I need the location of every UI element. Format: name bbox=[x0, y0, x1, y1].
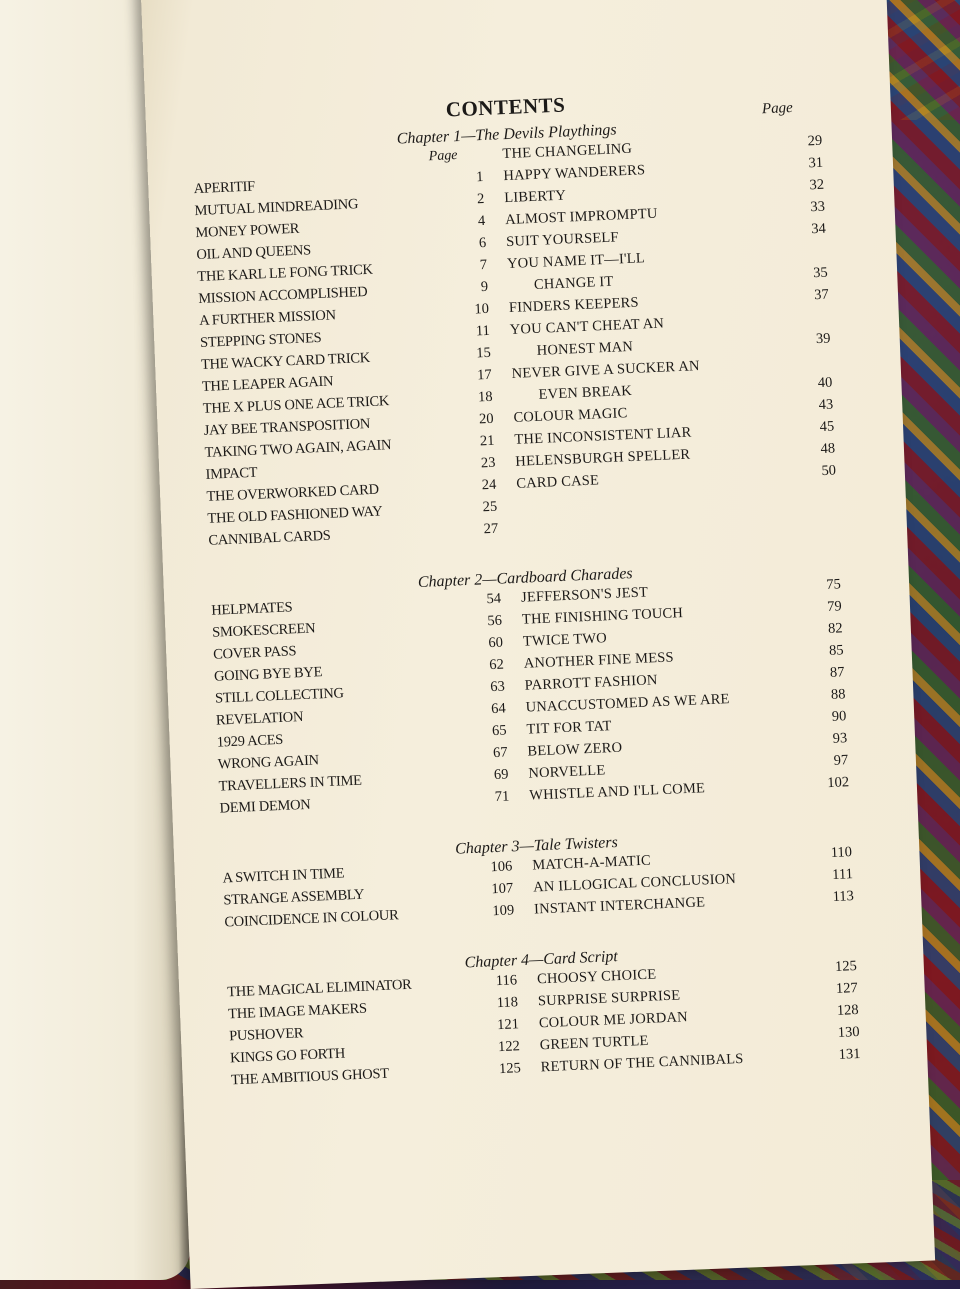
chapter-entries bbox=[192, 133, 838, 555]
entry-title: KINGS GO FORTH bbox=[229, 1045, 346, 1067]
entry-page-number: 32 bbox=[809, 176, 825, 194]
entry-page-number: 21 bbox=[479, 432, 495, 450]
entry-title: THE CHANGELING bbox=[502, 140, 633, 163]
entry-page-number: 79 bbox=[826, 598, 843, 615]
entry-title: YOU CAN'T CHEAT AN bbox=[509, 315, 665, 338]
entry-page-number: 34 bbox=[811, 220, 827, 238]
entry-title: NEVER GIVE A SUCKER AN bbox=[511, 358, 700, 382]
right-column bbox=[537, 958, 861, 1081]
entry-page-number: 87 bbox=[829, 664, 845, 681]
entry-title: JAY BEE TRANSPOSITION bbox=[203, 415, 371, 439]
entry-title: REVELATION bbox=[215, 709, 304, 729]
entry-page-number bbox=[787, 255, 827, 257]
entry-title: LIBERTY bbox=[503, 187, 567, 207]
entry-title: INSTANT INTERCHANGE bbox=[533, 894, 706, 918]
entry-title: A FURTHER MISSION bbox=[198, 307, 337, 329]
entry-title: MONEY POWER bbox=[195, 220, 300, 242]
entry-page-number: 10 bbox=[474, 300, 490, 318]
entry-page-number: 17 bbox=[476, 366, 493, 384]
entry-page-number: 113 bbox=[832, 888, 855, 905]
entry-page-number: 69 bbox=[493, 766, 509, 784]
left-column bbox=[192, 147, 508, 555]
entry-title: GREEN TURTLE bbox=[539, 1032, 649, 1054]
entry-page-number: 130 bbox=[837, 1023, 860, 1041]
entry-title: SUIT YOURSELF bbox=[505, 229, 619, 251]
entry-page-number: 64 bbox=[490, 700, 507, 718]
entry-page-number: 23 bbox=[480, 454, 496, 472]
entry-page-number: 106 bbox=[490, 858, 513, 876]
page-title: CONTENTS bbox=[445, 92, 566, 122]
contents-page bbox=[190, 82, 865, 1187]
entry-title: ALMOST IMPROMPTU bbox=[504, 205, 658, 229]
entry-title: THE X PLUS ONE ACE TRICK bbox=[202, 393, 390, 417]
entry-title: THE OLD FASHIONED WAY bbox=[207, 503, 383, 527]
entry-page-number: 62 bbox=[489, 656, 505, 674]
left-column bbox=[211, 590, 520, 822]
entry-page-number bbox=[790, 321, 830, 323]
entry-title: COVER PASS bbox=[212, 643, 297, 663]
entry-page-number: 128 bbox=[836, 1002, 859, 1019]
entry-title: TWICE TWO bbox=[522, 630, 608, 650]
entry-title: THE INCONSISTENT LIAR bbox=[514, 424, 692, 448]
entry-page-number: 88 bbox=[830, 686, 846, 703]
entry-page-number: 33 bbox=[810, 198, 826, 216]
entry-page-number: 131 bbox=[838, 1045, 861, 1063]
entry-title: YOU NAME IT—I'LL bbox=[506, 250, 646, 273]
entry-page-number: 35 bbox=[812, 264, 829, 282]
entry-title: TRAVELLERS IN TIME bbox=[218, 772, 363, 795]
entry-title: STRANGE ASSEMBLY bbox=[223, 886, 365, 909]
entry-title: ANOTHER FINE MESS bbox=[523, 649, 675, 672]
right-column bbox=[521, 576, 850, 809]
entry-title: PUSHOVER bbox=[228, 1025, 304, 1045]
entry-title: THE KARL LE FONG TRICK bbox=[197, 261, 373, 286]
entry-page-number: 37 bbox=[813, 286, 829, 304]
entry-title: THE LEAPER AGAIN bbox=[201, 373, 334, 395]
entry-title: BELOW ZERO bbox=[527, 739, 623, 760]
entry-page-number: 2 bbox=[476, 190, 485, 208]
entry-title: IMPACT bbox=[205, 464, 258, 483]
entry-page-number: 56 bbox=[487, 612, 503, 630]
entry-page-number: 27 bbox=[483, 520, 499, 538]
entry-title: STEPPING STONES bbox=[199, 329, 322, 351]
entry-page-number: 20 bbox=[478, 410, 494, 428]
entry-page-number: 29 bbox=[807, 132, 823, 150]
entry-page-number: 25 bbox=[482, 498, 498, 516]
entry-title: A SWITCH IN TIME bbox=[222, 865, 345, 887]
chapter-heading: Chapter 2—Cardboard Charades bbox=[417, 565, 633, 592]
entry-title: JEFFERSON'S JEST bbox=[520, 584, 649, 606]
entry-title: APERITIF bbox=[193, 178, 256, 198]
right-column bbox=[502, 133, 838, 542]
entry-title: RETURN OF THE CANNIBALS bbox=[540, 1050, 744, 1076]
entry-page-number: 97 bbox=[833, 752, 849, 769]
page-column-heading: Page bbox=[761, 99, 794, 118]
entry-page-number: 85 bbox=[828, 642, 844, 659]
entry-page-number: 4 bbox=[477, 212, 486, 230]
entry-page-number: 31 bbox=[808, 154, 824, 172]
entry-page-number: 107 bbox=[491, 880, 514, 898]
left-column bbox=[222, 858, 525, 937]
entry-title: UNACCUSTOMED AS WE ARE bbox=[525, 691, 730, 716]
entry-title: THE MAGICAL ELIMINATOR bbox=[227, 976, 412, 1001]
entry-page-number: 63 bbox=[489, 678, 506, 696]
entry-page-number: 24 bbox=[481, 476, 497, 494]
entry-page-number: 6 bbox=[478, 234, 487, 252]
entry-page-number: 71 bbox=[494, 788, 510, 806]
entry-title: HELENSBURGH SPELLER bbox=[515, 446, 691, 470]
entry-title: TIT FOR TAT bbox=[526, 718, 612, 738]
entry-title: EVEN BREAK bbox=[538, 382, 633, 403]
entry-page-number: 116 bbox=[495, 972, 518, 990]
entry-title: SURPRISE SURPRISE bbox=[537, 987, 681, 1010]
entry-page-number: 43 bbox=[818, 396, 834, 414]
entry-title: AN ILLOGICAL CONCLUSION bbox=[532, 871, 737, 896]
entry-title: THE AMBITIOUS GHOST bbox=[230, 1065, 390, 1089]
entry-page-number: 90 bbox=[831, 708, 847, 725]
entry-page-number: 110 bbox=[830, 844, 853, 862]
entry-page-number: 1 bbox=[475, 168, 484, 186]
entry-page-number: 48 bbox=[820, 440, 836, 458]
entry-page-number: 9 bbox=[480, 278, 489, 296]
entry-page-number: 121 bbox=[496, 1016, 520, 1034]
left-column bbox=[227, 972, 531, 1094]
entry-page-number: 45 bbox=[819, 418, 835, 436]
entry-title: CHOOSY CHOICE bbox=[536, 966, 657, 988]
entry-page-number: 118 bbox=[496, 994, 519, 1012]
entry-title: WRONG AGAIN bbox=[217, 752, 320, 773]
entry-title: CANNIBAL CARDS bbox=[208, 527, 331, 549]
entry-page-number: 75 bbox=[825, 576, 842, 593]
entry-page-number bbox=[792, 365, 832, 367]
entry-page-number: 7 bbox=[479, 256, 488, 274]
entry-title: FINDERS KEEPERS bbox=[508, 294, 640, 317]
entry-title: THE OVERWORKED CARD bbox=[206, 481, 380, 505]
entry-page-number: 18 bbox=[477, 388, 493, 406]
entry-page-number: 39 bbox=[815, 330, 831, 348]
entry-page-number: 125 bbox=[498, 1060, 522, 1078]
entry-title: COINCIDENCE IN COLOUR bbox=[224, 907, 399, 931]
entry-title: WHISTLE AND I'LL COME bbox=[529, 780, 706, 804]
entry-page-number: 102 bbox=[827, 774, 850, 792]
entry-title: GOING BYE BYE bbox=[213, 664, 323, 685]
entry-page-number: 54 bbox=[486, 590, 502, 608]
chapter-heading: Chapter 3—Tale Twisters bbox=[454, 833, 619, 858]
entry-page-number: 60 bbox=[488, 634, 504, 652]
chapter-heading: Chapter 1—The Devils Playthings Page bbox=[396, 99, 794, 148]
entry-title: THE IMAGE MAKERS bbox=[227, 1000, 368, 1023]
entry-page-number: 50 bbox=[821, 462, 837, 480]
entry-title: MATCH-A-MATIC bbox=[531, 852, 652, 874]
entry-page-number: 109 bbox=[492, 902, 515, 920]
entry-page-number: 122 bbox=[497, 1038, 521, 1056]
entry-title: PARROTT FASHION bbox=[524, 672, 658, 694]
chapter-entries bbox=[211, 576, 850, 822]
entry-page-number: 111 bbox=[831, 866, 854, 883]
entry-page-number: 93 bbox=[832, 730, 848, 747]
entry-page-number: 125 bbox=[834, 958, 858, 975]
entry-title: 1929 ACES bbox=[216, 731, 284, 751]
entry-title: CHANGE IT bbox=[533, 273, 614, 293]
entry-page-number: 65 bbox=[491, 722, 507, 740]
entry-title: THE WACKY CARD TRICK bbox=[200, 349, 371, 373]
right-column bbox=[532, 844, 854, 923]
entry-page-number: 82 bbox=[827, 620, 843, 637]
entry-title: CARD CASE bbox=[515, 472, 600, 492]
entry-title: THE FINISHING TOUCH bbox=[521, 605, 684, 628]
entry-title: HONEST MAN bbox=[536, 338, 634, 359]
entry-title: OIL AND QUEENS bbox=[196, 242, 312, 264]
entry-page-number: 67 bbox=[492, 744, 508, 762]
entry-title: DEMI DEMON bbox=[219, 796, 311, 817]
entry-title: SMOKESCREEN bbox=[211, 620, 316, 641]
entry-title: MUTUAL MINDREADING bbox=[194, 196, 359, 220]
chapter-heading: Chapter 4—Card Script bbox=[464, 948, 619, 972]
entry-title: COLOUR MAGIC bbox=[513, 405, 628, 426]
entry-title: NORVELLE bbox=[528, 762, 606, 782]
entry-title: COLOUR ME JORDAN bbox=[538, 1009, 689, 1032]
entry-title: HAPPY WANDERERS bbox=[503, 162, 646, 185]
entry-title: MISSION ACCOMPLISHED bbox=[197, 283, 368, 308]
entry-title: HELPMATES bbox=[211, 599, 293, 619]
entry-page-number: 11 bbox=[475, 322, 491, 340]
entry-title: TAKING TWO AGAIN, AGAIN bbox=[204, 437, 392, 461]
entry-title: STILL COLLECTING bbox=[214, 685, 345, 707]
entry-page-number: 40 bbox=[817, 374, 833, 392]
entry-page-number: 15 bbox=[475, 344, 492, 362]
page-column-heading: Page bbox=[428, 148, 458, 165]
entry-page-number: 127 bbox=[835, 980, 859, 997]
